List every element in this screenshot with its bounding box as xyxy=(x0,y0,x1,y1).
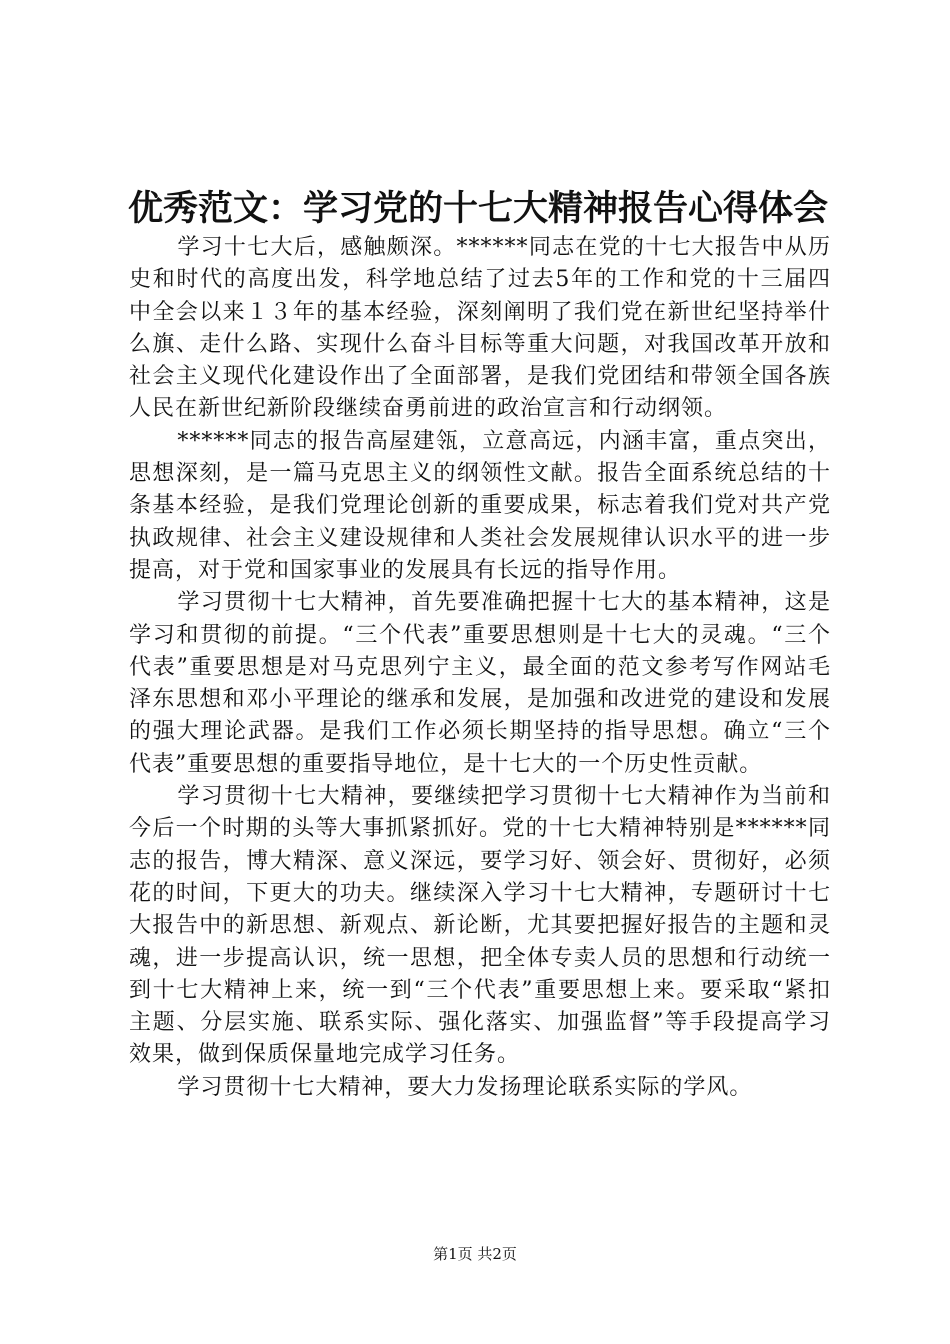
paragraph: 学习十七大后，感触颇深。******同志在党的十七大报告中从历史和时代的高度出发，科学地总结了过去5年的工作和党的十三届四中全会以来１３年的基本经验，深刻阐明了我们党在新世纪坚持举什么旗、走什么路、实现什么奋斗目标等重大问题，对我国改革开放和社会主义现代化建设作出了全面部署，是我们党团结和带领全国各族人民在新世纪新阶段继续奋勇前进的政治宣言和行动纲领。 xyxy=(129,235,831,422)
paragraph: 学习贯彻十七大精神，要继续把学习贯彻十七大精神作为当前和今后一个时期的头等大事抓紧抓好。党的十七大精神特别是******同志的报告，博大精深、意义深远，要学习好、领会好、贯彻好，必须花的时间，下更大的功夫。继续深入学习十七大精神，专题研讨十七大报告中的新思想、新观点、新论断，尤其要把握好报告的主题和灵魂，进一步提高认识，统一思想，把全体专卖人员的思想和行动统一到十七大精神上来，统一到“三个代表”重要思想上来。要采取“紧扣主题、分层实施、联系实际、强化落实、加强监督”等手段提高学习效果，做到保质保量地完成学习任务。 xyxy=(129,784,831,1068)
paragraph: 学习贯彻十七大精神，要大力发扬理论联系实际的学风。 xyxy=(177,1074,753,1100)
document-body xyxy=(129,232,831,1104)
paragraph: 学习贯彻十七大精神，首先要准确把握十七大的基本精神，这是学习和贯彻的前提。“三个代表”重要思想则是十七大的灵魂。“三个代表”重要思想是对马克思列宁主义，最全面的范文参考写作网站毛泽东思想和邓小平理论的继承和发展，是加强和改进党的建设和发展的强大理论武器。是我们工作必须长期坚持的指导思想。确立“三个代表”重要思想的重要指导地位，是十七大的一个历史性贡献。 xyxy=(129,590,831,777)
paragraph: ******同志的报告高屋建瓴，立意高远，内涵丰富，重点突出，思想深刻，是一篇马克思主义的纲领性文献。报告全面系统总结的十条基本经验，是我们党理论创新的重要成果，标志着我们党对共产党执政规律、社会主义建设规律和人类社会发展规律认识水平的进一步提高，对于党和国家事业的发展具有长远的指导作用。 xyxy=(129,428,831,583)
page-number-footer: 第1页 共2页 xyxy=(433,1245,517,1263)
document-title: 优秀范文：学习党的十七大精神报告心得体会 xyxy=(128,189,829,229)
